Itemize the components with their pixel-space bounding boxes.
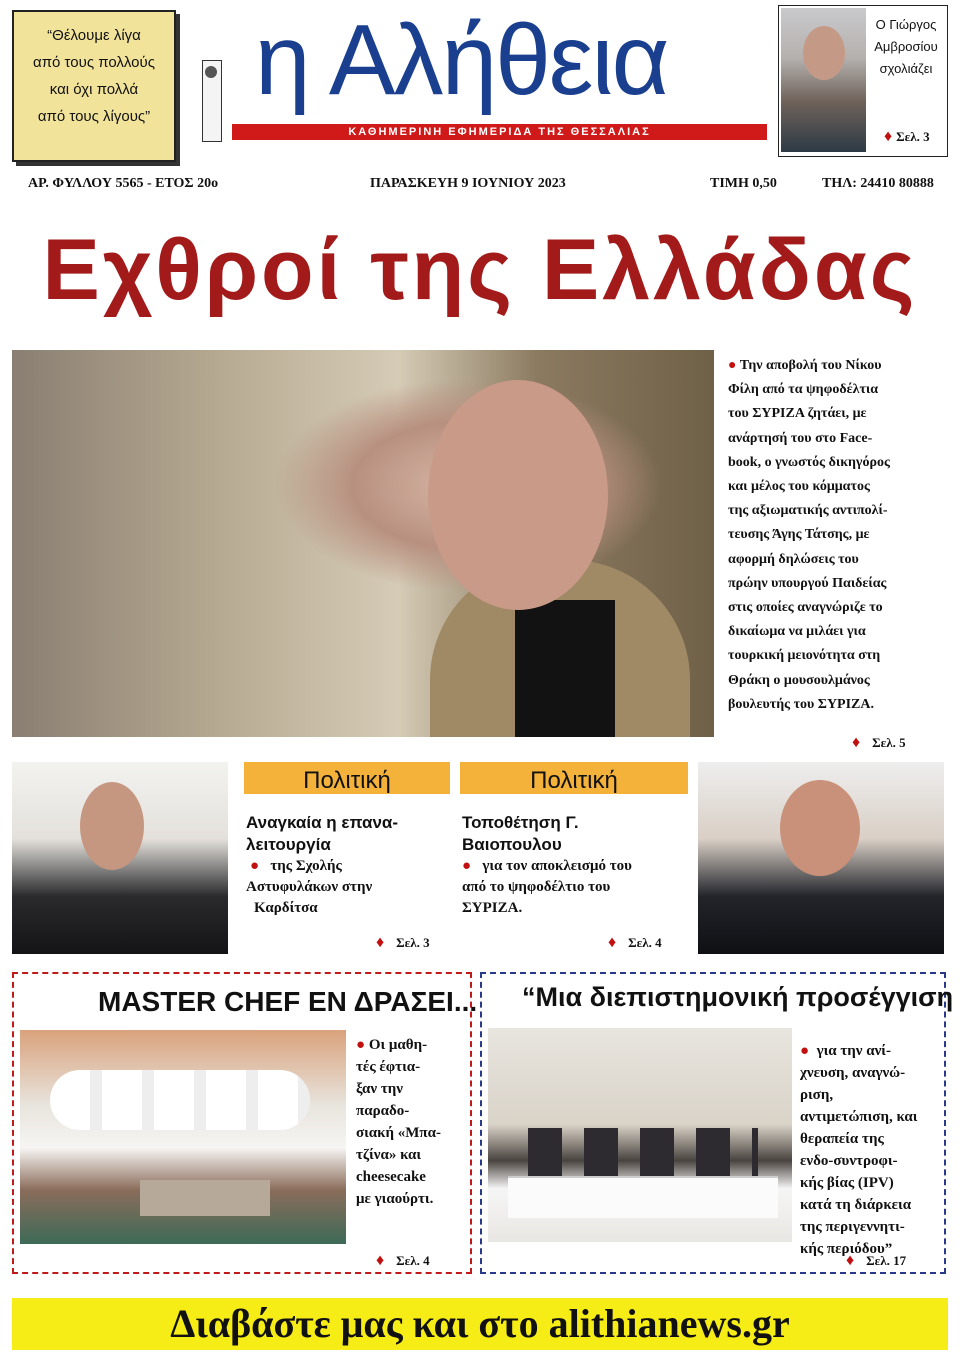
face-shape [803, 26, 845, 80]
story-left-page-ref[interactable] [376, 934, 430, 952]
box-text-line: θεραπεία της [800, 1131, 884, 1147]
lead-line: Φίλη από τα ψηφοδέλτια [728, 382, 879, 398]
section-tab-politics[interactable]: Πολιτική [244, 762, 450, 794]
columnist-photo [781, 8, 866, 152]
lead-line: Την αποβολή του Νίκου [739, 358, 882, 373]
lead-line: δικαίωμα να μιλάει για [728, 624, 866, 640]
baking-tray-shape [140, 1180, 270, 1216]
lead-line: Θράκη ο μουσουλμάνος [728, 672, 870, 688]
box-text-line: της περιγεννητι- [800, 1219, 905, 1235]
story-text-line: για τον αποκλεισμό του [482, 858, 632, 874]
bullet-icon: ● [462, 858, 472, 874]
issue-date: ΠΑΡΑΣΚΕΥΗ 9 ΙΟΥΝΙΟΥ 2023 [370, 176, 566, 191]
box-text-line: για την ανί- [816, 1043, 891, 1059]
columnist-name-line: σχολιάζει [879, 61, 933, 76]
box-text-line: ριση, [800, 1087, 834, 1103]
columnist-name-line: Αμβροσίου [874, 39, 938, 54]
bullet-icon: ● [800, 1043, 810, 1059]
bullet-icon: ● [728, 358, 740, 373]
diamond-icon: ♦ [376, 1252, 385, 1269]
interdisciplinary-title: “Μια διεπιστημονική προσέγγιση [522, 982, 954, 1012]
page-ref-label: Σελ. 17 [866, 1253, 907, 1268]
story-text-line: Καρδίτσα [254, 900, 318, 916]
story-right[interactable] [462, 812, 688, 919]
box-text-line: cheesecake [356, 1169, 426, 1185]
columnist-name [870, 14, 942, 80]
lead-line: πρώην υπουργού Παιδείας [728, 575, 887, 591]
lead-line: στις οποίες αναγνώριζε το [728, 600, 883, 616]
interdisciplinary-text [800, 1040, 940, 1260]
story-text-line: από το ψηφοδέλτιο του [462, 879, 611, 895]
box-text-line: τζίνα» και [356, 1147, 422, 1163]
page-ref-label: Σελ. 3 [896, 129, 930, 144]
bullet-icon: ● [250, 858, 260, 874]
lead-line: του ΣΥΡΙΖΑ ζητάει, με [728, 406, 867, 422]
lead-line: βουλευτής του ΣΥΡΙΖΑ. [728, 696, 875, 712]
lead-line: της αξιωματικής αντιπολί- [728, 503, 888, 519]
diamond-icon: ♦ [846, 1252, 855, 1269]
seal-icon [205, 66, 217, 78]
box-text-line: κής βίας (IPV) [800, 1175, 894, 1191]
page-ref-label: Σελ. 4 [396, 1253, 430, 1268]
quote-line: από τους πολλούς [33, 54, 155, 71]
page-ref-label: Σελ. 3 [396, 935, 430, 950]
interdisciplinary-page-ref[interactable] [846, 1252, 906, 1270]
page-ref-label: Σελ. 5 [872, 735, 906, 750]
masterchef-title: MASTER CHEF ΕΝ ΔΡΑΣΕΙ... [98, 986, 478, 1017]
columnist-page-ref[interactable] [884, 128, 930, 146]
story-text-line: ΣΥΡΙΖΑ. [462, 900, 523, 916]
conference-photo [488, 1028, 792, 1242]
story-title: Αναγκαία η επανα- [246, 813, 399, 832]
box-text-line: με γιαούρτι. [356, 1191, 434, 1207]
story-title: Τοποθέτηση Γ. [462, 813, 579, 832]
diamond-icon: ♦ [852, 734, 861, 751]
phone-number: ΤΗΛ: 24410 80888 [822, 176, 934, 191]
diamond-icon: ♦ [608, 934, 617, 951]
masterchef-text [356, 1034, 466, 1210]
story-title: λειτουργία [246, 835, 331, 854]
masterchef-photo [20, 1030, 346, 1244]
masterchef-page-ref[interactable] [376, 1252, 430, 1270]
politician-left-photo [12, 762, 228, 954]
story-left[interactable] [246, 812, 446, 919]
box-text-line: παραδο- [356, 1103, 410, 1119]
lead-line: book, ο γνωστός δικηγόρος [728, 454, 890, 470]
columnist-name-line: Ο Γιώργος [875, 17, 937, 32]
issue-price: ΤΙΜΗ 0,50 [710, 176, 777, 191]
lead-line: και μέλος του κόμματος [728, 479, 870, 495]
photo-face-shape [428, 380, 608, 610]
story-right-page-ref[interactable] [608, 934, 662, 952]
logo-subtitle: ΚΑΘΗΜΕΡΙΝΗ ΕΦΗΜΕΡΙΔΑ ΤΗΣ ΘΕΣΣΑΛΙΑΣ [232, 124, 767, 140]
conference-table-shape [508, 1176, 778, 1218]
page-ref-label: Σελ. 4 [628, 935, 662, 950]
lead-line: ανάρτησή του στο Face- [728, 430, 873, 446]
diamond-icon: ♦ [376, 934, 385, 951]
lead-story-text [728, 354, 944, 717]
panel-speakers-shape [528, 1128, 758, 1178]
box-text-line: ξαν την [356, 1081, 403, 1097]
box-text-line: ενδο-συντροφι- [800, 1153, 898, 1169]
diamond-icon: ♦ [884, 128, 893, 145]
box-text-line: αντιμετώπιση, και [800, 1109, 918, 1125]
face-shape [780, 780, 860, 876]
box-text-line: κής περιόδου” [800, 1241, 893, 1257]
section-tab-politics[interactable]: Πολιτική [460, 762, 688, 794]
story-text-line: της Σχολής [270, 858, 342, 874]
newspaper-logo[interactable]: η Αλήθεια [255, 4, 668, 116]
face-shape [80, 782, 144, 870]
story-title: Βαιοπουλου [462, 835, 562, 854]
lead-line: αφορμή δηλώσεις του [728, 551, 859, 567]
story-text-line: Αστυφυλάκων στην [246, 879, 373, 895]
quote-line: “Θέλουμε λίγα [47, 27, 141, 44]
quote-line: από τους λίγους” [37, 108, 151, 125]
box-text-line: χνευση, αναγνώ- [800, 1065, 906, 1081]
box-text-line: τές έφτια- [356, 1059, 421, 1075]
quote-box [12, 10, 176, 162]
bullet-icon: ● [356, 1037, 369, 1053]
lead-line: τουρκική μειονότητα στη [728, 648, 881, 664]
quote-line: και όχι πολλά [49, 81, 139, 98]
box-text-line: κατά τη διάρκεια [800, 1197, 912, 1213]
box-text-line: Οι μαθη- [368, 1037, 428, 1053]
main-headline[interactable]: Εχθροί της Ελλάδας [42, 222, 918, 318]
politician-right-photo [698, 762, 944, 954]
chef-hats-shape [50, 1070, 310, 1130]
issue-number: ΑΡ. ΦΥΛΛΟΥ 5565 - ΕΤΟΣ 20ο [28, 176, 219, 191]
lead-line: τευσης Άγης Τάτσης, με [728, 527, 870, 543]
photo-shirt-shape [515, 600, 615, 737]
website-banner[interactable]: Διαβάστε μας και στο alithianews.gr [12, 1298, 948, 1350]
box-text-line: σιακή «Μπα- [356, 1125, 442, 1141]
lead-page-ref[interactable] [852, 734, 906, 752]
